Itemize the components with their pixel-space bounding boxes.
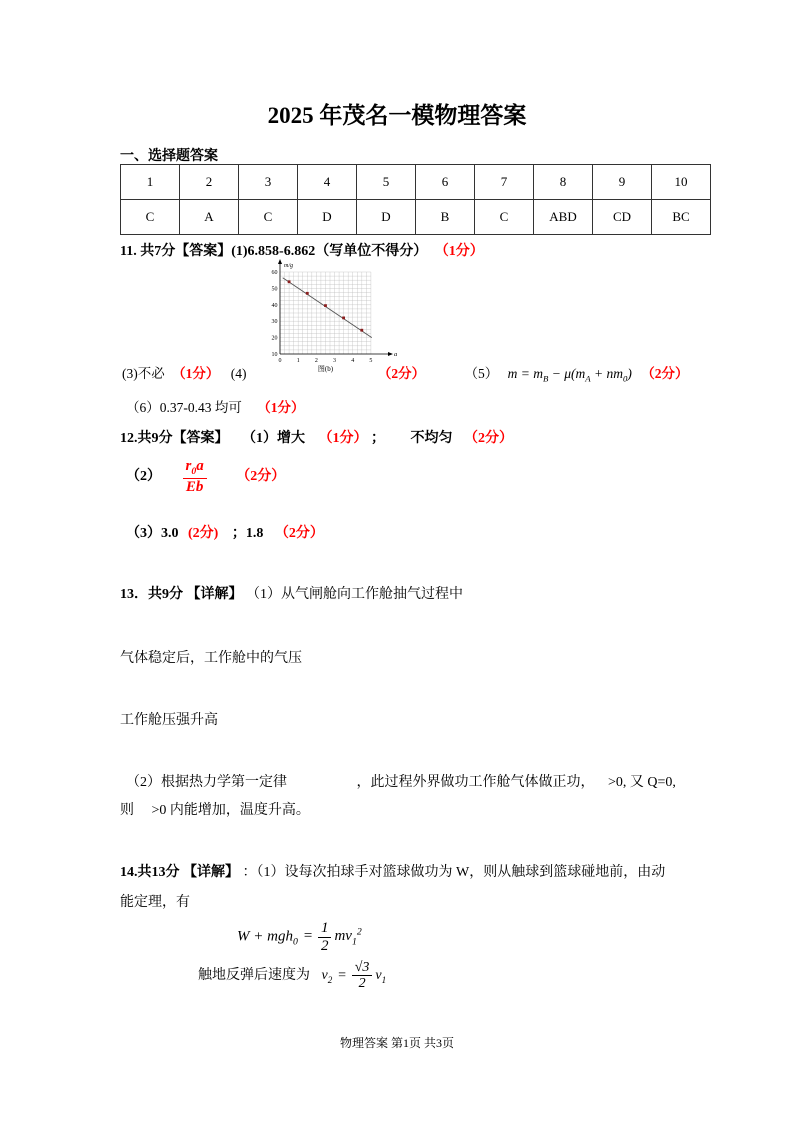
formula-part: m = m <box>507 366 543 381</box>
one-half-fraction <box>318 920 332 954</box>
page-footer: 物理答案 第1页 共3页 <box>339 1036 454 1050</box>
q12-head: 12.共9分【答案】 <box>120 431 229 446</box>
q12-a1-score: （1分） <box>318 431 368 446</box>
formula-sub: B <box>542 373 549 384</box>
q13-line4 <box>126 771 676 791</box>
formula-part: ) <box>627 366 632 381</box>
q14-line1 <box>120 861 665 881</box>
q12-a1-sep: ； <box>371 431 385 446</box>
fraction-numerator: 1 <box>318 920 332 938</box>
q13-line3 <box>120 709 218 729</box>
formula-part: v <box>321 968 328 984</box>
q12-a3b: ；1.8 <box>231 526 264 541</box>
fraction-denominator: 2 <box>358 976 366 992</box>
formula-part: v <box>375 968 382 984</box>
svg-text:30: 30 <box>271 319 278 326</box>
q12-a2-fraction <box>183 458 207 495</box>
section-heading: 一、选择题答案 <box>120 149 218 164</box>
q11-item6-line <box>126 396 305 416</box>
formula-equals: = <box>337 968 347 984</box>
svg-text:10: 10 <box>271 352 278 358</box>
q13-l4b-text: ，此过程外界做功工作舱气体做正功， <box>356 775 595 790</box>
question-number-cell: 3 <box>239 165 298 200</box>
formula-equals: = <box>302 928 313 945</box>
svg-text:20: 20 <box>271 335 278 342</box>
q13-l4a-text: （2）根据热力学第一定律 <box>126 775 287 790</box>
q14-l2-text: 能定理，有 <box>120 895 190 910</box>
q14-head: 14.共13分 <box>120 865 180 880</box>
question-number-cell: 4 <box>298 165 357 200</box>
formula-sub: 0 <box>622 373 628 384</box>
q13-l3-text: 工作舱压强升高 <box>120 713 218 728</box>
svg-text:图(b): 图(b) <box>317 365 334 373</box>
svg-text:0: 0 <box>278 358 282 364</box>
q13-line5 <box>120 799 310 819</box>
q11-answer-line <box>120 240 484 260</box>
formula-sub: 2 <box>327 974 333 985</box>
q13-l2-text: 气体稳定后，工作舱中的气压 <box>120 651 302 666</box>
q14-l1-text: ：（1）设每次拍球手对篮球做功为 W，则从触球到篮球碰地前，由动 <box>242 865 666 880</box>
page-title: 2025 年茂名一模物理答案 <box>267 103 527 128</box>
svg-text:3: 3 <box>333 358 336 364</box>
formula-sub: 0 <box>292 936 298 948</box>
formula-part: + nm <box>590 366 623 381</box>
question-number-cell: 9 <box>593 165 652 200</box>
answer-cell: ABD <box>534 200 593 235</box>
q11-item3-score: （1分） <box>172 366 220 381</box>
q11-item5: （5） <box>464 366 499 381</box>
answer-cell: A <box>180 200 239 235</box>
q11-items-line <box>122 362 688 384</box>
question-number-cell: 1 <box>121 165 180 200</box>
formula-part: mv <box>334 928 352 945</box>
table-row <box>121 165 711 200</box>
question-number-cell: 8 <box>534 165 593 200</box>
formula-sub: A <box>585 373 591 384</box>
answer-cell: D <box>298 200 357 235</box>
q13-l5a-text: 则 <box>120 803 134 818</box>
q14-l3-text: 触地反弹后速度为 <box>198 968 310 984</box>
q11-item5-formula <box>507 366 632 384</box>
svg-text:60: 60 <box>271 270 278 276</box>
q11-item6-score: （1分） <box>257 400 305 415</box>
q11-item4-score: （2分） <box>377 366 426 381</box>
question-number-cell: 5 <box>357 165 416 200</box>
formula-sub: 1 <box>351 936 357 948</box>
q11-head: 11. 共7分【答案】(1)6.858-6.862（写单位不得分） <box>120 244 428 259</box>
q12-a3b-score: （2分） <box>274 526 324 541</box>
q12-a2-score: （2分） <box>236 468 286 484</box>
q12-answer-line <box>120 427 513 447</box>
q12-a1b: 不均匀 <box>410 431 453 446</box>
svg-text:2: 2 <box>314 358 318 364</box>
svg-text:m/g: m/g <box>284 263 293 269</box>
question-number-cell: 6 <box>416 165 475 200</box>
answer-table <box>120 164 711 235</box>
q13-line1 <box>120 583 463 603</box>
table-row <box>121 200 711 235</box>
q12-a1b-score: （2分） <box>464 431 513 446</box>
sqrt3-over-2-fraction <box>352 960 373 992</box>
formula-sub: 1 <box>381 974 387 985</box>
fraction-numerator: √3 <box>352 960 373 976</box>
q11-score-mark: （1分） <box>434 244 484 259</box>
q12-a3: （3）3.0 <box>126 526 179 541</box>
q14-bracket: 【详解】 <box>183 865 239 880</box>
q13-line2 <box>120 647 302 667</box>
q13-bracket: 【详解】 <box>186 587 243 602</box>
fraction-denominator: Eb <box>185 478 204 495</box>
answer-table-body <box>121 165 711 235</box>
answer-cell: C <box>121 200 180 235</box>
q11-item4: (4) <box>230 366 247 381</box>
svg-text:50: 50 <box>271 286 278 293</box>
svg-text:5: 5 <box>369 358 373 364</box>
q12-a1: （1）增大 <box>242 431 305 446</box>
q13-l4c-text: >0, 又 Q=0, <box>608 775 676 790</box>
question-number-cell: 10 <box>652 165 711 200</box>
q13-l1-text: （1）从气闸舱向工作舱抽气过程中 <box>246 587 463 602</box>
answer-cell: B <box>416 200 475 235</box>
fraction-numerator <box>183 458 207 479</box>
answer-cell: BC <box>652 200 711 235</box>
q14-line3 <box>198 960 386 992</box>
q12-a3-line <box>126 522 324 542</box>
answer-cell: D <box>357 200 416 235</box>
q12-a3-score: (2分) <box>188 526 219 541</box>
question-number-cell: 7 <box>475 165 534 200</box>
formula-sub: 0 <box>191 466 197 477</box>
q13-l5b-text: >0 内能增加，温度升高。 <box>151 803 310 818</box>
q13-head: 13．共9分 <box>120 587 183 602</box>
q14-line2 <box>120 891 190 911</box>
q11-item3: (3)不必 <box>122 366 165 381</box>
answer-cell: CD <box>593 200 652 235</box>
q14-formula1 <box>237 920 362 954</box>
q14-formula2 <box>321 960 387 992</box>
question-number-cell: 2 <box>180 165 239 200</box>
formula-part: W + mgh <box>237 928 293 945</box>
fraction-denominator: 2 <box>320 937 329 954</box>
q12-a2-label: （2） <box>126 468 161 484</box>
svg-text:4: 4 <box>351 358 355 364</box>
formula-part: − μ(m <box>548 366 586 381</box>
formula-part: r <box>185 458 192 474</box>
formula-sup: 2 <box>356 926 362 938</box>
formula-part: a <box>196 458 204 474</box>
answer-cell: C <box>475 200 534 235</box>
svg-text:40: 40 <box>271 302 278 309</box>
q11-item6: （6）0.37-0.43 均可 <box>126 400 242 415</box>
q11-item5-score: （2分） <box>641 366 689 381</box>
svg-text:a: a <box>394 351 398 358</box>
m-vs-a-graph <box>256 258 406 378</box>
q12-a2-line <box>126 458 285 495</box>
answer-cell: C <box>239 200 298 235</box>
svg-text:1: 1 <box>296 358 300 364</box>
